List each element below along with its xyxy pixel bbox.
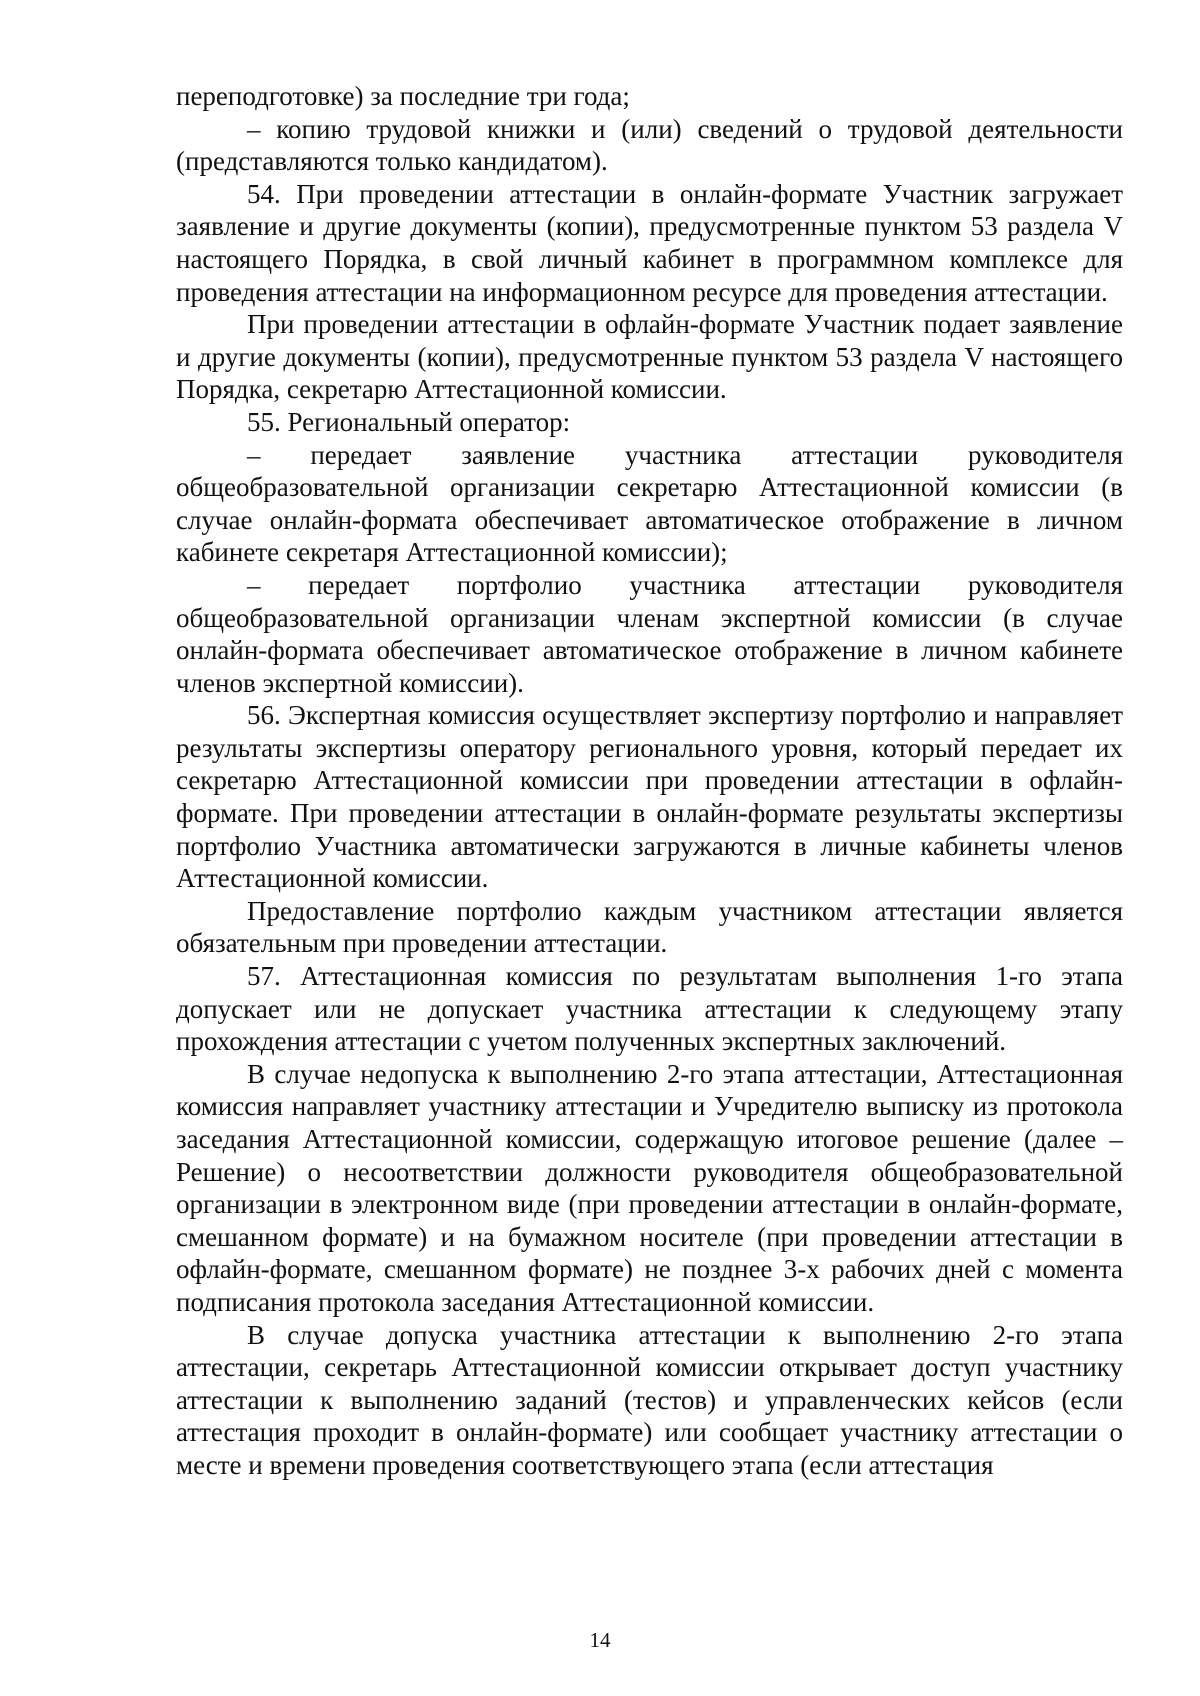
paragraph: Предоставление портфолио каждым участником аттестации является обязательным при проведении аттестации. bbox=[176, 895, 1123, 959]
document-body bbox=[176, 80, 1123, 1482]
paragraph: 54. При проведении аттестации в онлайн-формате Участник загружает заявление и другие документы (копии), предусмотренные пунктом 53 раздела V настоящего Порядка, в свой личный кабинет в программном комплексе для проведения аттестации на информационном ресурсе для проведения аттестации. bbox=[176, 178, 1123, 307]
paragraph: При проведении аттестации в офлайн-формате Участник подает заявление и другие документы (копии), предусмотренные пунктом 53 раздела V настоящего Порядка, секретарю Аттестационной комиссии. bbox=[176, 309, 1123, 405]
paragraph: – передает портфолио участника аттестации руководителя общеобразовательной организации членам экспертной комиссии (в случае онлайн-формата обеспечивает автоматическое отображение в личном кабинете членов экспертной комиссии). bbox=[176, 569, 1123, 698]
paragraph: 56. Экспертная комиссия осуществляет экспертизу портфолио и направляет результаты экспертизы оператору регионального уровня, который передает их секретарю Аттестационной комиссии при проведении аттестации в офлайн-формате. При проведении аттестации в онлайн-формате результаты экспертизы портфолио Участника автоматически загружаются в личные кабинеты членов Аттестационной комиссии. bbox=[176, 700, 1123, 894]
paragraph: 55. Региональный оператор: bbox=[247, 406, 571, 437]
paragraph: В случае недопуска к выполнению 2-го этапа аттестации, Аттестационная комиссия направляет участнику аттестации и Учредителю выписку из протокола заседания Аттестационной комиссии, содержащую итоговое решение (далее – Решение) о несоответствии должности руководителя общеобразовательной организации в электронном виде (при проведении аттестации в онлайн-формате, смешанном формате) и на бумажном носителе (при проведении аттестации в офлайн-формате, смешанном формате) не позднее 3-х рабочих дней с момента подписания протокола заседания Аттестационной комиссии. bbox=[176, 1058, 1123, 1317]
page-number: 14 bbox=[589, 1628, 611, 1652]
paragraph: В случае допуска участника аттестации к выполнению 2-го этапа аттестации, секретарь Аттестационной комиссии открывает доступ участнику аттестации к выполнению заданий (тестов) и управленческих кейсов (если аттестация проходит в онлайн-формате) или сообщает участнику аттестации о месте и времени проведения соответствующего этапа (если аттестация bbox=[176, 1319, 1123, 1480]
paragraph: переподготовке) за последние три года; bbox=[176, 81, 630, 111]
paragraph: – копию трудовой книжки и (или) сведений о трудовой деятельности (представляются только кандидатом). bbox=[176, 113, 1123, 177]
paragraph: – передает заявление участника аттестации руководителя общеобразовательной организации секретарю Аттестационной комиссии (в случае онлайн-формата обеспечивает автоматическое отображение в личном кабинете секретаря Аттестационной комиссии); bbox=[176, 439, 1123, 568]
paragraph: 57. Аттестационная комиссия по результатам выполнения 1-го этапа допускает или не допускает участника аттестации к следующему этапу прохождения аттестации с учетом полученных экспертных заключений. bbox=[176, 961, 1123, 1057]
